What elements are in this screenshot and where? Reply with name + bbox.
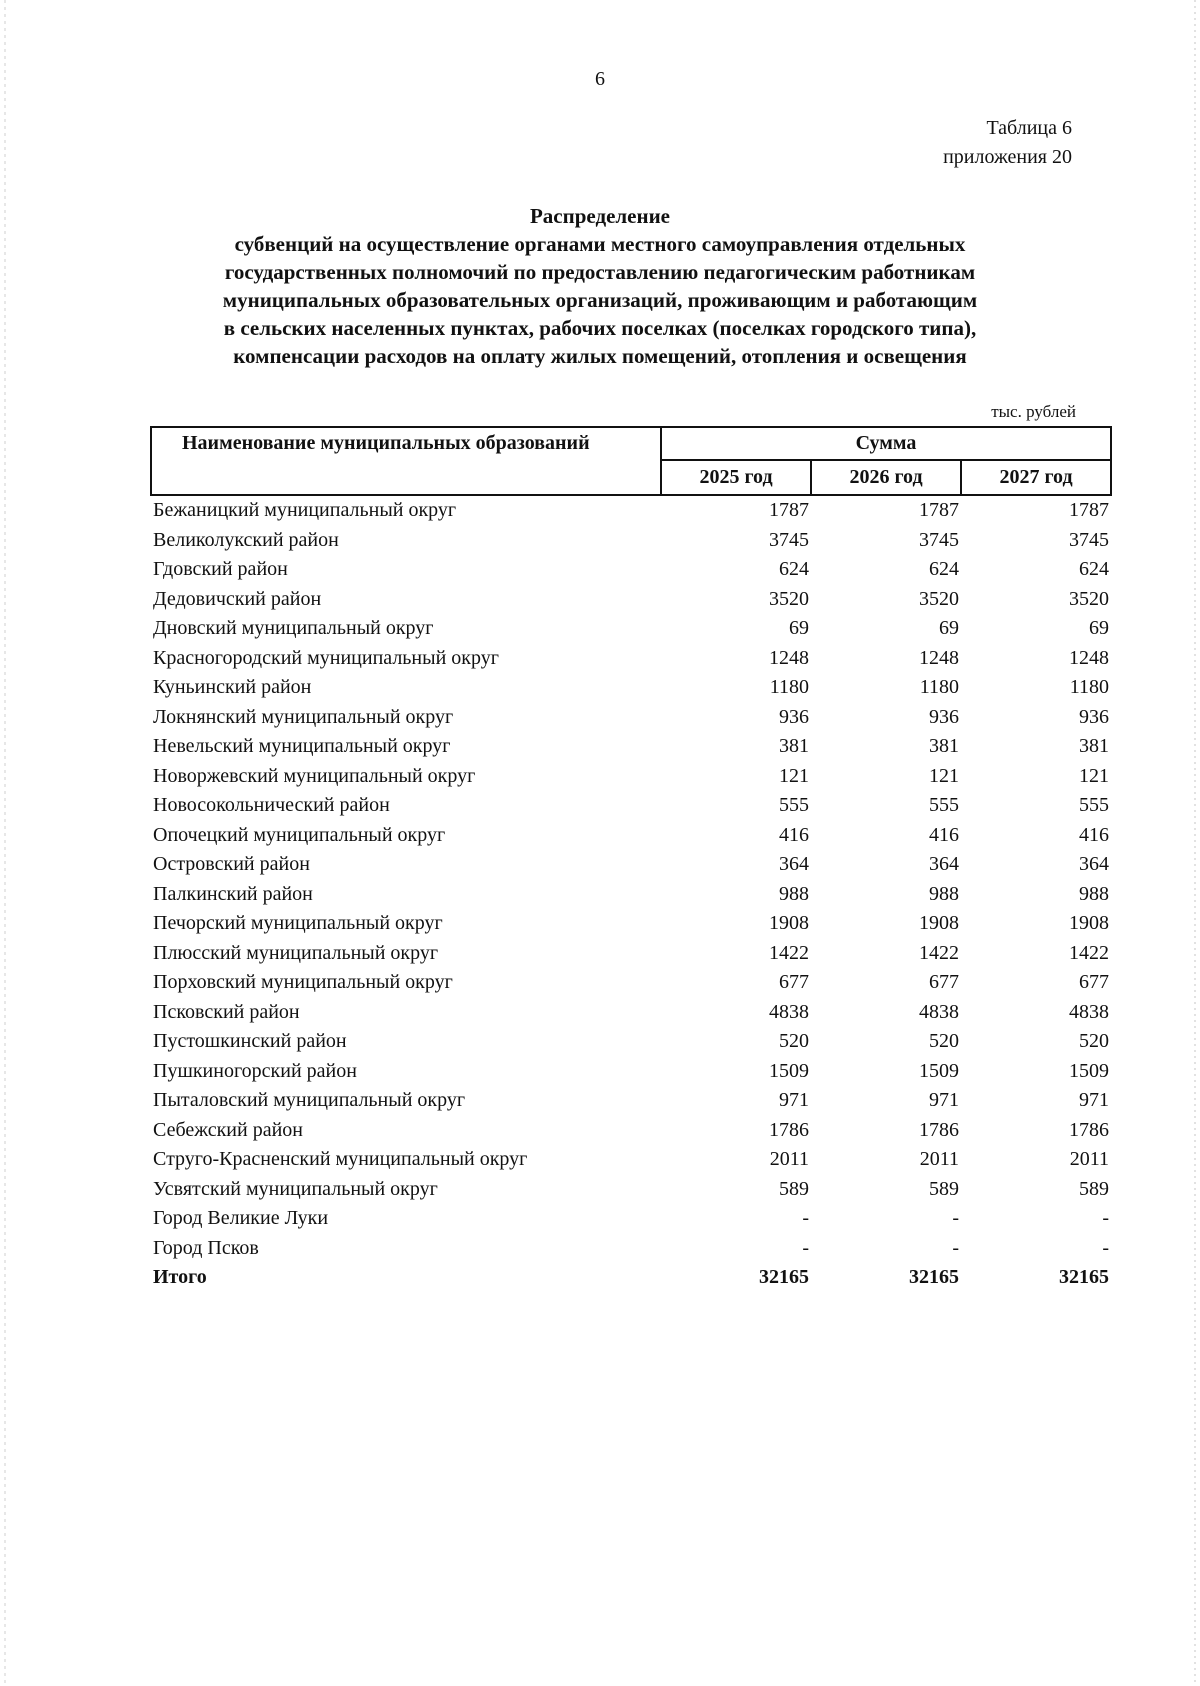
municipality-name: Псковский район xyxy=(153,1000,300,1023)
value-2026: 1248 xyxy=(919,646,959,669)
table-row xyxy=(151,968,1111,998)
municipality-name: Гдовский район xyxy=(153,558,288,581)
table-reference xyxy=(943,114,1072,172)
table-row xyxy=(151,909,1111,939)
municipality-name: Куньинский район xyxy=(153,676,312,699)
value-2026: 555 xyxy=(929,794,959,817)
table-ref-line2: приложения 20 xyxy=(943,146,1072,168)
value-2026: 121 xyxy=(929,764,959,787)
value-2025: 1180 xyxy=(769,676,809,699)
value-2027: 3520 xyxy=(1069,587,1110,610)
title-line1: Распределение xyxy=(529,204,671,228)
table-row xyxy=(151,762,1111,792)
title-line6: компенсации расходов на оплату жилых помещений, отопления и освещения xyxy=(233,344,967,368)
value-2025: 589 xyxy=(779,1177,809,1200)
document-title xyxy=(100,202,1100,370)
value-2027: 4838 xyxy=(1069,1000,1110,1023)
value-2026: 1786 xyxy=(919,1118,959,1141)
table-row xyxy=(151,614,1111,644)
value-2027: 1248 xyxy=(1069,646,1110,669)
value-2025: 381 xyxy=(779,735,809,758)
scan-edge-left xyxy=(4,0,6,1686)
value-2026: 3745 xyxy=(919,528,959,551)
value-2027: 2011 xyxy=(1069,1148,1110,1171)
value-2027: 1786 xyxy=(1069,1118,1110,1141)
total-value-2026: 32165 xyxy=(909,1266,959,1289)
value-2026: 1509 xyxy=(919,1059,959,1082)
distribution-table xyxy=(150,426,1112,1293)
value-2026: 624 xyxy=(929,558,959,581)
total-row xyxy=(151,1263,1111,1293)
header-year-2027: 2027 год xyxy=(961,460,1111,495)
municipality-name: Пушкиногорский район xyxy=(153,1059,357,1082)
value-2026: - xyxy=(952,1207,959,1230)
municipality-name: Бежаницкий муниципальный округ xyxy=(153,499,457,522)
value-2025: 364 xyxy=(779,853,809,876)
value-2025: 3520 xyxy=(769,587,809,610)
value-2025: 1248 xyxy=(769,646,809,669)
table-row xyxy=(151,585,1111,615)
value-2025: 2011 xyxy=(769,1148,809,1171)
value-2026: 381 xyxy=(929,735,959,758)
scan-edge-right xyxy=(1194,0,1196,1686)
value-2027: 69 xyxy=(1089,617,1110,640)
municipality-name: Невельский муниципальный округ xyxy=(153,735,451,758)
table-row xyxy=(151,1175,1111,1205)
title-line3: государственных полномочий по предоставлению педагогическим работникам xyxy=(224,260,976,284)
value-2027: 589 xyxy=(1079,1177,1110,1200)
table-row xyxy=(151,644,1111,674)
table-ref-line1: Таблица 6 xyxy=(986,117,1072,139)
municipality-name: Струго-Красненский муниципальный округ xyxy=(153,1148,528,1171)
municipality-name: Город Великие Луки xyxy=(153,1207,329,1230)
value-2025: 988 xyxy=(779,882,809,905)
value-2027: 520 xyxy=(1079,1030,1110,1053)
value-2025: 936 xyxy=(779,705,809,728)
value-2025: - xyxy=(802,1236,809,1259)
value-2026: 69 xyxy=(939,617,959,640)
value-2025: 1509 xyxy=(769,1059,809,1082)
municipality-name: Палкинский район xyxy=(153,882,313,905)
municipality-name: Себежский район xyxy=(153,1118,303,1141)
value-2027: 1908 xyxy=(1069,912,1110,935)
municipality-name: Дновский муниципальный округ xyxy=(153,617,434,640)
value-2026: 416 xyxy=(929,823,959,846)
table-row xyxy=(151,821,1111,851)
total-label: Итого xyxy=(153,1266,207,1289)
header-municipality-name: Наименование муниципальных образований xyxy=(151,427,661,495)
table-row xyxy=(151,998,1111,1028)
value-2027: 1180 xyxy=(1069,676,1110,699)
value-2027: 1787 xyxy=(1069,499,1110,522)
value-2027: 1422 xyxy=(1069,941,1110,964)
value-2027: 121 xyxy=(1079,764,1110,787)
value-2026: 1787 xyxy=(919,499,959,522)
table-row xyxy=(151,526,1111,556)
municipality-name: Пустошкинский район xyxy=(153,1030,347,1053)
municipality-name: Порховский муниципальный округ xyxy=(153,971,453,994)
value-2026: - xyxy=(952,1236,959,1259)
value-2025: 416 xyxy=(779,823,809,846)
municipality-name: Пыталовский муниципальный округ xyxy=(153,1089,466,1112)
value-2025: 624 xyxy=(779,558,809,581)
value-2027: - xyxy=(1102,1207,1110,1230)
table-row xyxy=(151,673,1111,703)
value-2025: 121 xyxy=(779,764,809,787)
value-2025: 4838 xyxy=(769,1000,809,1023)
title-line2: субвенций на осуществление органами местного самоуправления отдельных xyxy=(234,232,966,256)
table-row xyxy=(151,1027,1111,1057)
total-value-2027: 32165 xyxy=(1059,1266,1110,1289)
value-2026: 4838 xyxy=(919,1000,959,1023)
title-line5: в сельских населенных пунктах, рабочих поселках (поселках городского типа), xyxy=(223,316,977,340)
value-2026: 936 xyxy=(929,705,959,728)
page-number: 6 xyxy=(595,68,605,90)
municipality-name: Плюсский муниципальный округ xyxy=(153,941,439,964)
value-2027: 1509 xyxy=(1069,1059,1110,1082)
table-row xyxy=(151,1145,1111,1175)
value-2025: 1422 xyxy=(769,941,809,964)
table-row xyxy=(151,732,1111,762)
value-2027: 971 xyxy=(1079,1089,1110,1112)
total-value-2025: 32165 xyxy=(759,1266,809,1289)
table-row xyxy=(151,1116,1111,1146)
table-row xyxy=(151,1204,1111,1234)
value-2026: 677 xyxy=(929,971,959,994)
value-2027: 364 xyxy=(1079,853,1110,876)
value-2027: 555 xyxy=(1079,794,1110,817)
value-2025: 69 xyxy=(789,617,809,640)
value-2025: 1908 xyxy=(769,912,809,935)
value-2026: 1422 xyxy=(919,941,959,964)
municipality-name: Город Псков xyxy=(153,1236,259,1259)
units-label: тыс. рублей xyxy=(991,402,1076,421)
table-row xyxy=(151,1057,1111,1087)
table-body xyxy=(151,495,1111,1293)
value-2027: 988 xyxy=(1079,882,1110,905)
value-2025: 1786 xyxy=(769,1118,809,1141)
value-2027: 677 xyxy=(1079,971,1110,994)
municipality-name: Островский район xyxy=(153,853,310,876)
title-line4: муниципальных образовательных организаций, проживающим и работающим xyxy=(222,288,978,312)
municipality-name: Красногородский муниципальный округ xyxy=(153,646,499,669)
table-row xyxy=(151,939,1111,969)
value-2025: 677 xyxy=(779,971,809,994)
value-2026: 971 xyxy=(929,1089,959,1112)
value-2026: 520 xyxy=(929,1030,959,1053)
value-2025: 1787 xyxy=(769,499,809,522)
value-2025: 555 xyxy=(779,794,809,817)
value-2027: - xyxy=(1102,1236,1110,1259)
municipality-name: Печорский муниципальный округ xyxy=(153,912,443,935)
value-2026: 2011 xyxy=(919,1148,959,1171)
value-2025: - xyxy=(802,1207,809,1230)
municipality-name: Усвятский муниципальный округ xyxy=(153,1177,438,1200)
value-2025: 520 xyxy=(779,1030,809,1053)
header-year-2026: 2026 год xyxy=(811,460,961,495)
value-2027: 936 xyxy=(1079,705,1110,728)
table-row xyxy=(151,850,1111,880)
value-2025: 3745 xyxy=(769,528,809,551)
value-2026: 364 xyxy=(929,853,959,876)
municipality-name: Дедовичский район xyxy=(153,587,322,610)
table-row xyxy=(151,555,1111,585)
value-2026: 3520 xyxy=(919,587,959,610)
table-row xyxy=(151,703,1111,733)
municipality-name: Новоржевский муниципальный округ xyxy=(153,764,476,787)
municipality-name: Локнянский муниципальный округ xyxy=(153,705,454,728)
municipality-name: Великолукский район xyxy=(153,528,339,551)
value-2027: 624 xyxy=(1079,558,1110,581)
value-2026: 589 xyxy=(929,1177,959,1200)
table-row xyxy=(151,495,1111,526)
table-row xyxy=(151,1086,1111,1116)
value-2027: 416 xyxy=(1079,823,1110,846)
table-row xyxy=(151,880,1111,910)
value-2025: 971 xyxy=(779,1089,809,1112)
table-row xyxy=(151,791,1111,821)
municipality-name: Опочецкий муниципальный округ xyxy=(153,823,446,846)
value-2027: 3745 xyxy=(1069,528,1110,551)
header-year-2025: 2025 год xyxy=(661,460,811,495)
header-sum: Сумма xyxy=(661,427,1111,460)
value-2026: 1908 xyxy=(919,912,959,935)
value-2026: 1180 xyxy=(919,676,959,699)
value-2027: 381 xyxy=(1079,735,1110,758)
value-2026: 988 xyxy=(929,882,959,905)
municipality-name: Новосокольнический район xyxy=(153,794,390,817)
table-row xyxy=(151,1234,1111,1264)
